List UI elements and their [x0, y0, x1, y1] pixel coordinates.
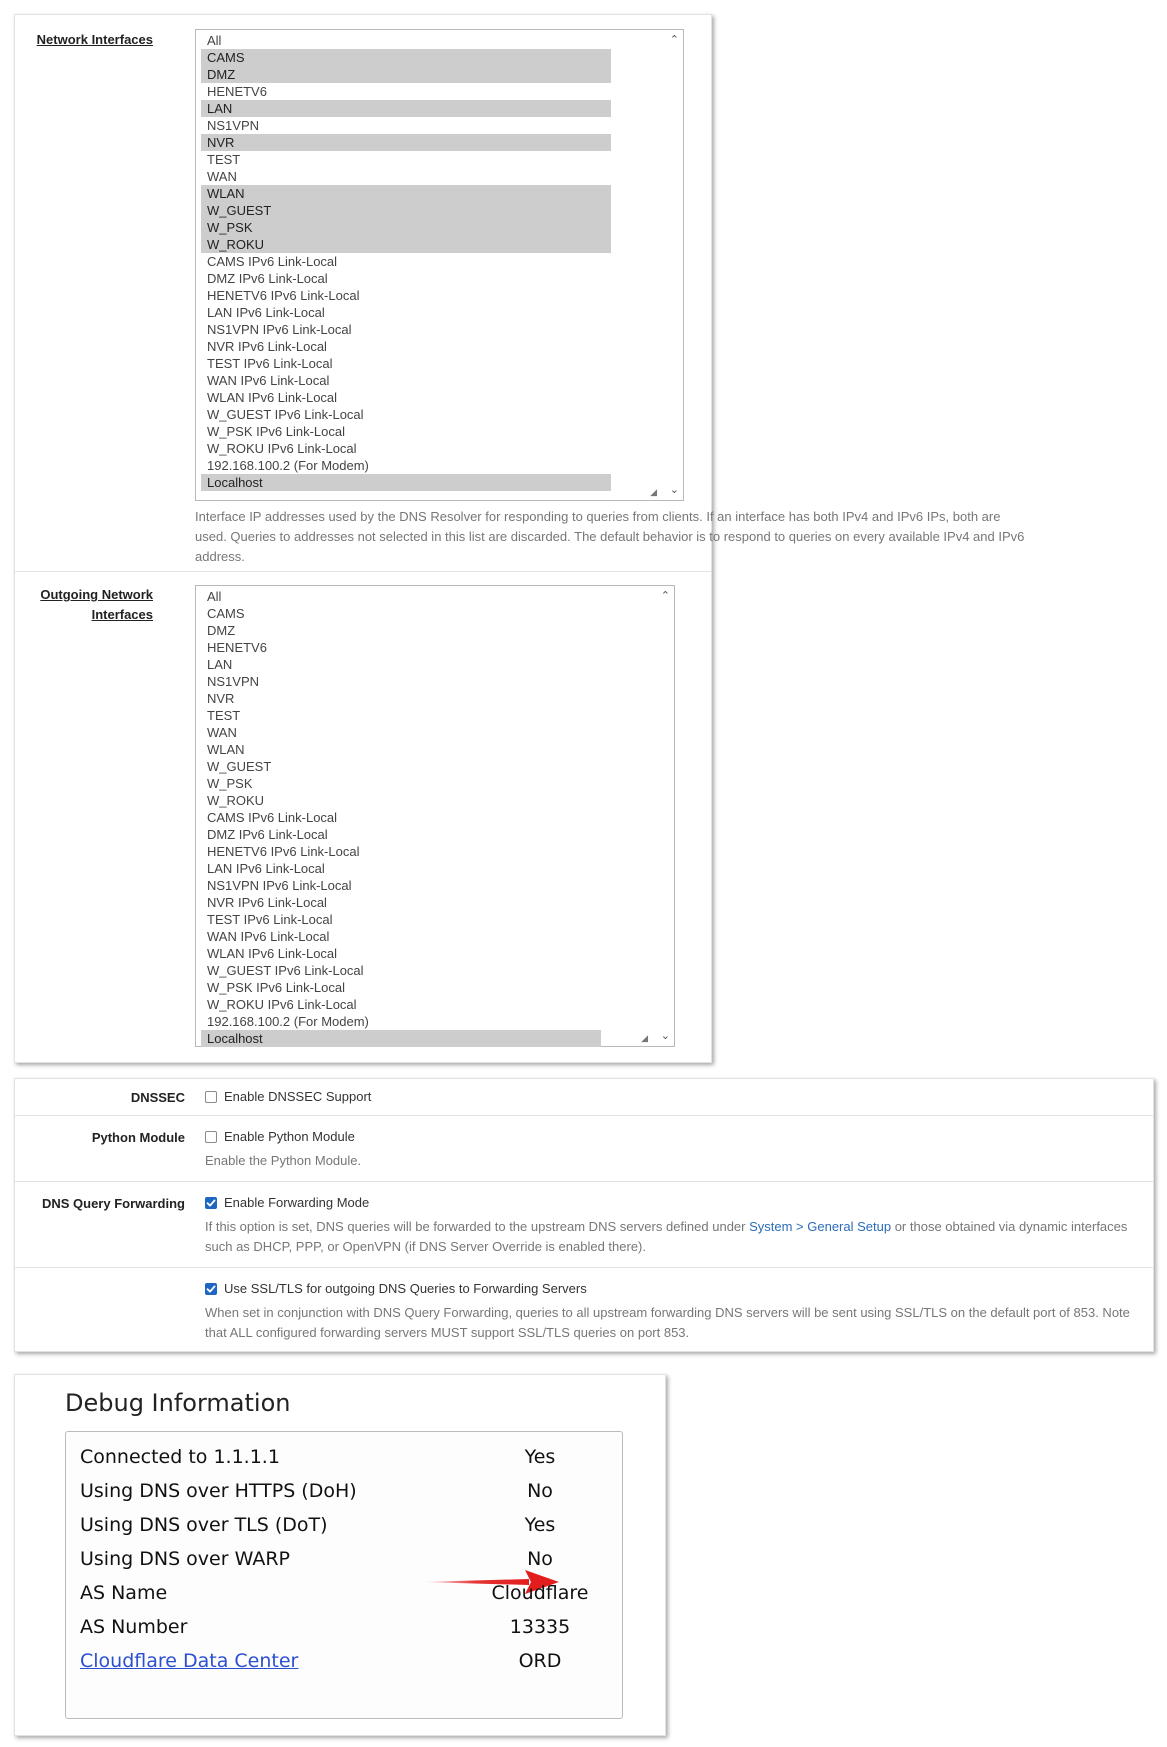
debug-row — [80, 1446, 622, 1476]
resize-grip-icon[interactable]: ◢ — [641, 1033, 648, 1043]
debug-key: Using DNS over WARP — [80, 1548, 290, 1570]
network-interface-option[interactable]: TEST — [207, 152, 241, 167]
forwarding-label: DNS Query Forwarding — [41, 1196, 185, 1211]
network-interface-option[interactable]: WLAN IPv6 Link-Local — [207, 390, 338, 405]
network-interface-option[interactable]: WAN — [207, 169, 237, 184]
forwarding-row — [15, 1181, 1153, 1268]
debug-value: No — [527, 1548, 553, 1570]
python-checkbox-line[interactable] — [205, 1129, 355, 1144]
debug-value: Yes — [524, 1514, 556, 1536]
checkmark-icon — [206, 1198, 216, 1208]
network-interface-option[interactable]: W_PSK — [201, 219, 611, 236]
scroll-down-icon[interactable]: ⌄ — [660, 1030, 670, 1042]
outgoing-interface-option[interactable]: All — [207, 589, 222, 604]
debug-row — [80, 1650, 622, 1680]
debug-row — [80, 1514, 622, 1544]
network-interface-option[interactable]: CAMS IPv6 Link-Local — [207, 254, 338, 269]
data-center-link[interactable]: Cloudflare Data Center — [80, 1650, 299, 1672]
debug-key: Using DNS over TLS (DoT) — [80, 1514, 328, 1536]
resize-grip-icon[interactable]: ◢ — [650, 487, 657, 497]
network-interfaces-help-line-1: Interface IP addresses used by the DNS Resolver for responding to queries from clients. If an interface has both IPv4 and IPv6 IPs, both are — [195, 509, 1001, 524]
network-interface-option[interactable]: NS1VPN — [207, 118, 260, 133]
network-interface-option[interactable]: All — [207, 33, 222, 48]
network-interface-option[interactable]: NVR IPv6 Link-Local — [207, 339, 327, 354]
outgoing-interface-option[interactable]: CAMS — [207, 606, 245, 621]
ssl-description: When set in conjunction with DNS Query Forwarding, queries to all upstream forwarding DNS servers will be sent using SSL/TLS on the default port of 853. Note that ALL configured forwarding servers MUST support SSL/TLS queries on port 853. — [205, 1305, 1130, 1340]
debug-row — [80, 1582, 622, 1612]
outgoing-interface-option[interactable]: NS1VPN — [207, 674, 260, 689]
debug-key: AS Number — [80, 1616, 188, 1638]
section-divider — [15, 571, 711, 572]
forwarding-description — [205, 1217, 1135, 1257]
debug-key: Connected to 1.1.1.1 — [80, 1446, 280, 1468]
network-interface-option[interactable]: W_PSK IPv6 Link-Local — [207, 424, 346, 439]
outgoing-interface-option[interactable]: CAMS IPv6 Link-Local — [207, 810, 338, 825]
outgoing-interfaces-options — [201, 588, 601, 1047]
outgoing-interfaces-listbox[interactable] — [195, 585, 675, 1047]
network-interface-option[interactable]: NS1VPN IPv6 Link-Local — [207, 322, 352, 337]
ssl-checkbox-label: Use SSL/TLS for outgoing DNS Queries to Forwarding Servers — [224, 1281, 587, 1296]
outgoing-interface-option[interactable]: W_ROKU IPv6 Link-Local — [207, 997, 357, 1012]
ssl-checkbox[interactable] — [205, 1283, 217, 1295]
ssl-row — [15, 1267, 1153, 1351]
network-interface-option[interactable]: DMZ — [201, 66, 611, 83]
python-row — [15, 1115, 1153, 1182]
scroll-up-icon[interactable]: ⌃ — [660, 590, 670, 602]
outgoing-interface-option[interactable]: W_GUEST IPv6 Link-Local — [207, 963, 364, 978]
network-interface-option[interactable]: HENETV6 IPv6 Link-Local — [207, 288, 360, 303]
debug-row — [80, 1548, 622, 1578]
network-interfaces-label: Network Interfaces — [36, 32, 153, 47]
network-interface-option[interactable]: 192.168.100.2 (For Modem) — [207, 458, 369, 473]
debug-value: No — [527, 1480, 553, 1502]
dns-options-panel — [14, 1078, 1154, 1352]
scroll-up-icon[interactable]: ⌃ — [669, 34, 679, 46]
dnssec-label: DNSSEC — [130, 1090, 185, 1105]
network-interface-option[interactable]: LAN IPv6 Link-Local — [207, 305, 325, 320]
checkmark-icon — [206, 1284, 216, 1294]
network-interface-option[interactable]: W_GUEST — [201, 202, 611, 219]
forwarding-checkbox-label: Enable Forwarding Mode — [224, 1195, 370, 1210]
debug-panel — [14, 1374, 666, 1736]
outgoing-interface-option[interactable]: WAN — [207, 725, 237, 740]
outgoing-interface-option[interactable]: NVR — [207, 691, 235, 706]
outgoing-interface-option[interactable]: NS1VPN IPv6 Link-Local — [207, 878, 352, 893]
outgoing-interface-option[interactable]: LAN — [207, 657, 233, 672]
network-interface-option[interactable]: LAN — [201, 100, 611, 117]
outgoing-interface-option[interactable]: WLAN — [207, 742, 245, 757]
network-interface-option[interactable]: HENETV6 — [207, 84, 267, 99]
outgoing-interface-option[interactable]: NVR IPv6 Link-Local — [207, 895, 327, 910]
network-interface-option[interactable]: CAMS — [201, 49, 611, 66]
outgoing-interface-option[interactable]: TEST IPv6 Link-Local — [207, 912, 333, 927]
network-interfaces-options — [201, 32, 611, 491]
debug-title: Debug Information — [65, 1389, 291, 1417]
outgoing-interfaces-label: Outgoing Network Interfaces — [40, 587, 153, 622]
outgoing-interface-option[interactable]: HENETV6 — [207, 640, 267, 655]
network-interface-option[interactable]: Localhost — [201, 474, 611, 491]
scroll-down-icon[interactable]: ⌄ — [669, 484, 679, 496]
outgoing-interface-option[interactable]: WLAN IPv6 Link-Local — [207, 946, 338, 961]
dnssec-row — [15, 1079, 1153, 1116]
debug-value: Yes — [524, 1446, 556, 1468]
interfaces-panel — [14, 14, 1025, 1063]
outgoing-interface-option[interactable]: W_PSK — [207, 776, 253, 791]
network-interface-option[interactable]: TEST IPv6 Link-Local — [207, 356, 333, 371]
debug-row — [80, 1480, 622, 1510]
debug-value: ORD — [518, 1650, 562, 1672]
network-interface-option[interactable]: DMZ IPv6 Link-Local — [207, 271, 328, 286]
dnssec-checkbox[interactable] — [205, 1091, 217, 1103]
outgoing-interface-option[interactable]: DMZ — [207, 623, 236, 638]
dnssec-checkbox-line[interactable] — [205, 1089, 371, 1104]
outgoing-interface-option[interactable]: HENETV6 IPv6 Link-Local — [207, 844, 360, 859]
debug-key: Using DNS over HTTPS (DoH) — [80, 1480, 357, 1502]
python-checkbox-label: Enable Python Module — [224, 1129, 355, 1144]
dnssec-checkbox-label: Enable DNSSEC Support — [224, 1089, 372, 1104]
outgoing-interface-option[interactable]: W_PSK IPv6 Link-Local — [207, 980, 346, 995]
network-interface-option[interactable]: WLAN — [201, 185, 611, 202]
outgoing-interface-option[interactable]: 192.168.100.2 (For Modem) — [207, 1014, 369, 1029]
network-interfaces-help-line-3: address. — [195, 549, 245, 564]
network-interface-option[interactable]: WAN IPv6 Link-Local — [207, 373, 330, 388]
network-interface-option[interactable]: W_ROKU — [201, 236, 611, 253]
forwarding-checkbox[interactable] — [205, 1197, 217, 1209]
outgoing-interface-option[interactable]: W_GUEST — [207, 759, 272, 774]
outgoing-interface-option[interactable]: TEST — [207, 708, 241, 723]
network-interface-option[interactable]: W_GUEST IPv6 Link-Local — [207, 407, 364, 422]
python-label: Python Module — [91, 1130, 185, 1145]
python-description: Enable the Python Module. — [205, 1153, 362, 1168]
outgoing-interface-option[interactable]: Localhost — [201, 1030, 601, 1047]
forwarding-description-pre: If this option is set, DNS queries will be forwarded to the upstream DNS servers defined under — [205, 1219, 750, 1234]
debug-value: Cloudflare — [491, 1582, 589, 1604]
forwarding-description-post: or those obtained via dynamic interfaces such as DHCP, PPP, or OpenVPN (if DNS Server Override is enabled there). — [205, 1219, 1128, 1254]
forwarding-checkbox-line[interactable] — [205, 1195, 369, 1210]
outgoing-interface-option[interactable]: WAN IPv6 Link-Local — [207, 929, 330, 944]
debug-key: AS Name — [80, 1582, 168, 1604]
network-interfaces-help-line-2: used. Queries to addresses not selected in this list are discarded. The default behavior is to respond to queries on every available IPv4 and IPv6 — [195, 529, 1025, 544]
network-interface-option[interactable]: W_ROKU IPv6 Link-Local — [207, 441, 357, 456]
network-interface-option[interactable]: NVR — [201, 134, 611, 151]
network-interfaces-listbox[interactable] — [195, 29, 684, 501]
debug-table — [65, 1431, 623, 1719]
outgoing-interface-option[interactable]: W_ROKU — [207, 793, 265, 808]
debug-value: 13335 — [509, 1616, 571, 1638]
general-setup-link[interactable]: System > General Setup — [749, 1219, 892, 1234]
outgoing-interface-option[interactable]: DMZ IPv6 Link-Local — [207, 827, 328, 842]
ssl-checkbox-line[interactable] — [205, 1281, 587, 1296]
debug-row — [80, 1616, 622, 1646]
outgoing-interface-option[interactable]: LAN IPv6 Link-Local — [207, 861, 325, 876]
python-checkbox[interactable] — [205, 1131, 217, 1143]
